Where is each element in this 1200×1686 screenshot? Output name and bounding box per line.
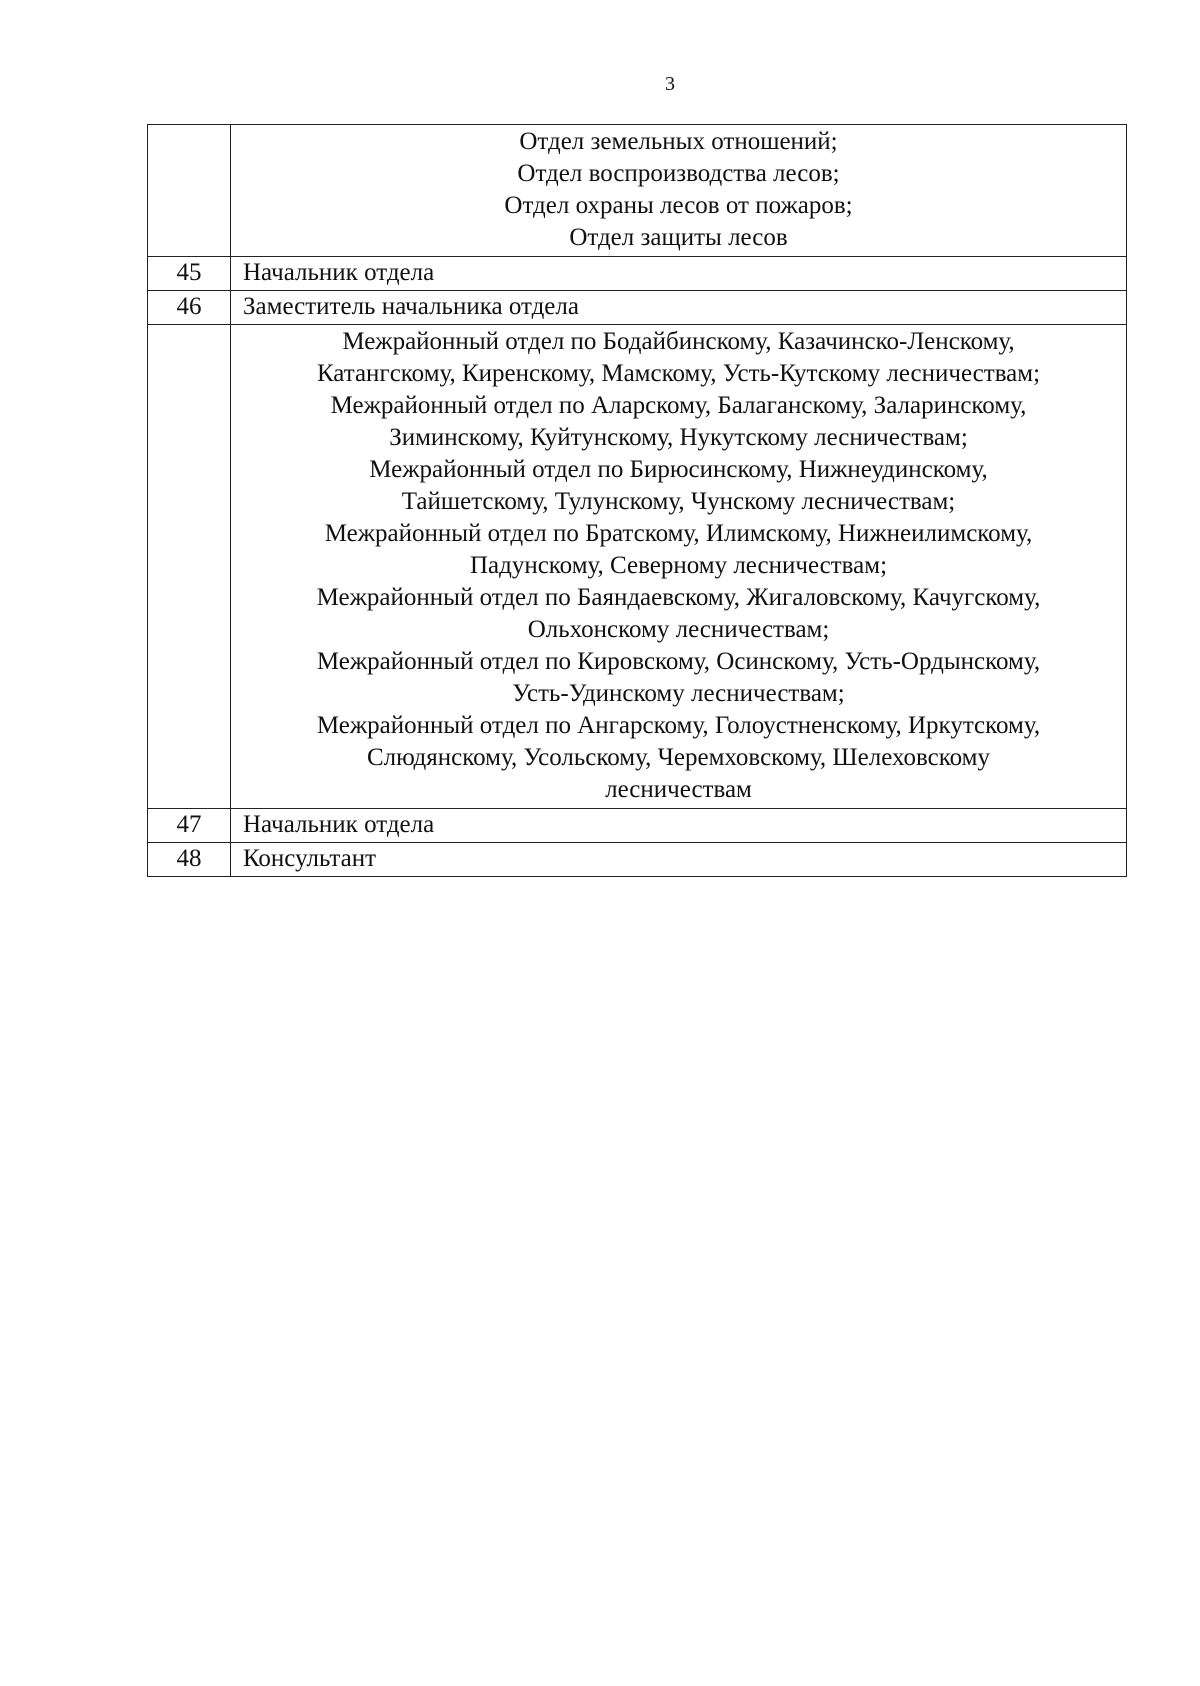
table-row — [148, 291, 1127, 325]
section-heading-line: Межрайонный отдел по Баяндаевскому, Жигаловскому, Качугскому, — [316, 584, 1041, 611]
section-heading-line: Межрайонный отдел по Аларскому, Балаганскому, Заларинскому, — [330, 392, 1027, 419]
section-number-cell — [148, 325, 231, 809]
section-heading-line: Межрайонный отдел по Братскому, Илимскому, Нижнеилимскому, — [324, 520, 1033, 547]
section-heading-line: Тайшетскому, Тулунскому, Чунскому лесничествам; — [401, 488, 956, 515]
section-heading-line: Катангскому, Киренскому, Мамскому, Усть-Кутскому лесничествам; — [316, 360, 1041, 387]
position-title: Консультант — [231, 843, 1127, 877]
position-title: Начальник отдела — [231, 257, 1127, 291]
section-heading-line: Падунскому, Северному лесничествам; — [469, 552, 888, 579]
section-heading-line: Ольхонскому лесничествам; — [527, 616, 830, 643]
section-heading-row — [148, 125, 1127, 257]
table-row — [148, 257, 1127, 291]
section-heading-line: Отдел воспроизводства лесов; — [517, 160, 840, 187]
position-title: Начальник отдела — [231, 809, 1127, 843]
section-heading-line: Слюдянскому, Усольскому, Черемховскому, Шелеховскому — [367, 744, 990, 771]
section-heading-line: Отдел охраны лесов от пожаров; — [504, 192, 853, 219]
section-heading-row — [148, 325, 1127, 809]
section-heading-line: лесничествам — [605, 776, 752, 803]
row-number: 45 — [148, 257, 231, 291]
section-heading-line: Межрайонный отдел по Ангарскому, Голоустненскому, Иркутскому, — [316, 712, 1041, 739]
section-heading-line: Зиминскому, Куйтунскому, Нукутскому лесничествам; — [389, 424, 968, 451]
section-heading-cell — [231, 325, 1127, 809]
section-heading-line: Межрайонный отдел по Кировскому, Осинскому, Усть-Ордынскому, — [316, 648, 1041, 675]
table-row — [148, 809, 1127, 843]
positions-table — [147, 124, 1127, 877]
section-heading-line: Усть-Удинскому лесничествам; — [512, 680, 845, 707]
position-title: Заместитель начальника отдела — [231, 291, 1127, 325]
section-heading-line: Отдел защиты лесов — [569, 224, 788, 251]
row-number: 46 — [148, 291, 231, 325]
table-row — [148, 843, 1127, 877]
section-heading-line: Отдел земельных отношений; — [519, 128, 838, 155]
section-heading-cell — [231, 125, 1127, 257]
row-number: 47 — [148, 809, 231, 843]
row-number: 48 — [148, 843, 231, 877]
section-heading-line: Межрайонный отдел по Бирюсинскому, Нижнеудинскому, — [369, 456, 988, 483]
page-number: 3 — [665, 73, 675, 95]
section-number-cell — [148, 125, 231, 257]
section-heading-line: Межрайонный отдел по Бодайбинскому, Казачинско-Ленскому, — [342, 328, 1015, 355]
